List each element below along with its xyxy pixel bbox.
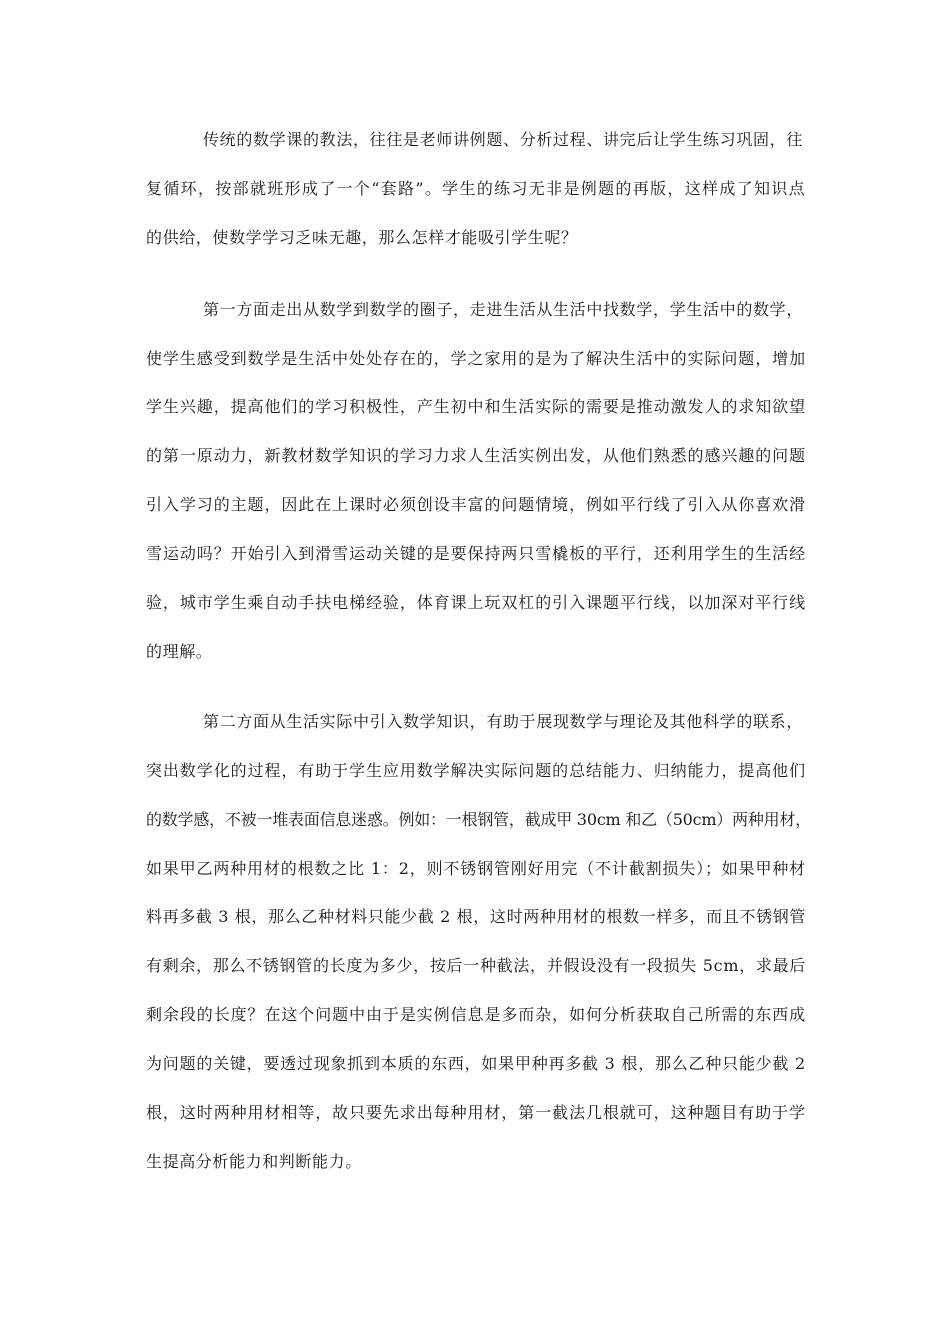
text-line: 雪运动吗？开始引入到滑雪运动关键的是要保持两只雪橇板的平行，还利用学生的生活经: [146, 544, 806, 563]
text-line: 的理解。: [146, 642, 213, 661]
text-line: 验，城市学生乘自动手扶电梯经验，体育课上玩双杠的引入课题平行线，以加深对平行线: [146, 593, 806, 612]
text-line: 生提高分析能力和判断能力。: [146, 1152, 362, 1171]
text-line: 的供给，使数学学习乏味无趣，那么怎样才能吸引学生呢？: [146, 228, 578, 247]
text-line: 引入学习的主题，因此在上课时必须创设丰富的问题情境，例如平行线了引入从你喜欢滑: [146, 495, 806, 514]
text-line: 复循环，按部就班形成了一个“套路”。学生的练习无非是例题的再版，这样成了知识点: [146, 179, 806, 198]
text-line: 根，这时两种用材相等，故只要先求出每种用材，第一截法几根就可，这种题目有助于学: [146, 1103, 806, 1122]
text-line: 如果甲乙两种用材的根数之比 1：2，则不锈钢管刚好用完（不计截割损失）；如果甲种材: [146, 859, 806, 878]
text-line: 的第一原动力，新教材数学知识的学习力求人生活实例出发，从他们熟悉的感兴趣的问题: [146, 446, 806, 465]
text-line: 料再多截 3 根，那么乙种材料只能少截 2 根，这时两种用材的根数一样多，而且不锈钢管: [146, 907, 806, 926]
text-line: 第二方面从生活实际中引入数学知识，有助于展现数学与理论及其他科学的联系，: [203, 712, 803, 731]
text-line: 第一方面走出从数学到数学的圈子，走进生活从生活中找数学，学生活中的数学，: [203, 300, 803, 319]
text-line: 使学生感受到数学是生活中处处存在的，学之家用的是为了解决生活中的实际问题，增加: [146, 349, 806, 368]
text-line: 剩余段的长度？在这个问题中由于是实例信息是多而杂，如何分析获取自己所需的东西成: [146, 1005, 806, 1024]
text-line: 为问题的关键，要透过现象抓到本质的东西，如果甲种再多截 3 根，那么乙种只能少截 2: [146, 1054, 806, 1073]
text-line: 突出数学化的过程，有助于学生应用数学解决实际问题的总结能力、归纳能力，提高他们: [146, 761, 806, 780]
text-line: 传统的数学课的教法，往往是老师讲例题、分析过程、讲完后让学生练习巩固，往: [203, 130, 803, 149]
text-line: 学生兴趣，提高他们的学习积极性，产生初中和生活实际的需要是推动激发人的求知欲望: [146, 397, 806, 416]
text-line: 的数学感，不被一堆表面信息迷惑。例如：一根钢管，截成甲 30cm 和乙（50cm）两种用材，: [146, 810, 811, 829]
text-line: 有剩余，那么不锈钢管的长度为多少，按后一种截法，并假设没有一段损失 5cm，求最后: [146, 956, 806, 975]
